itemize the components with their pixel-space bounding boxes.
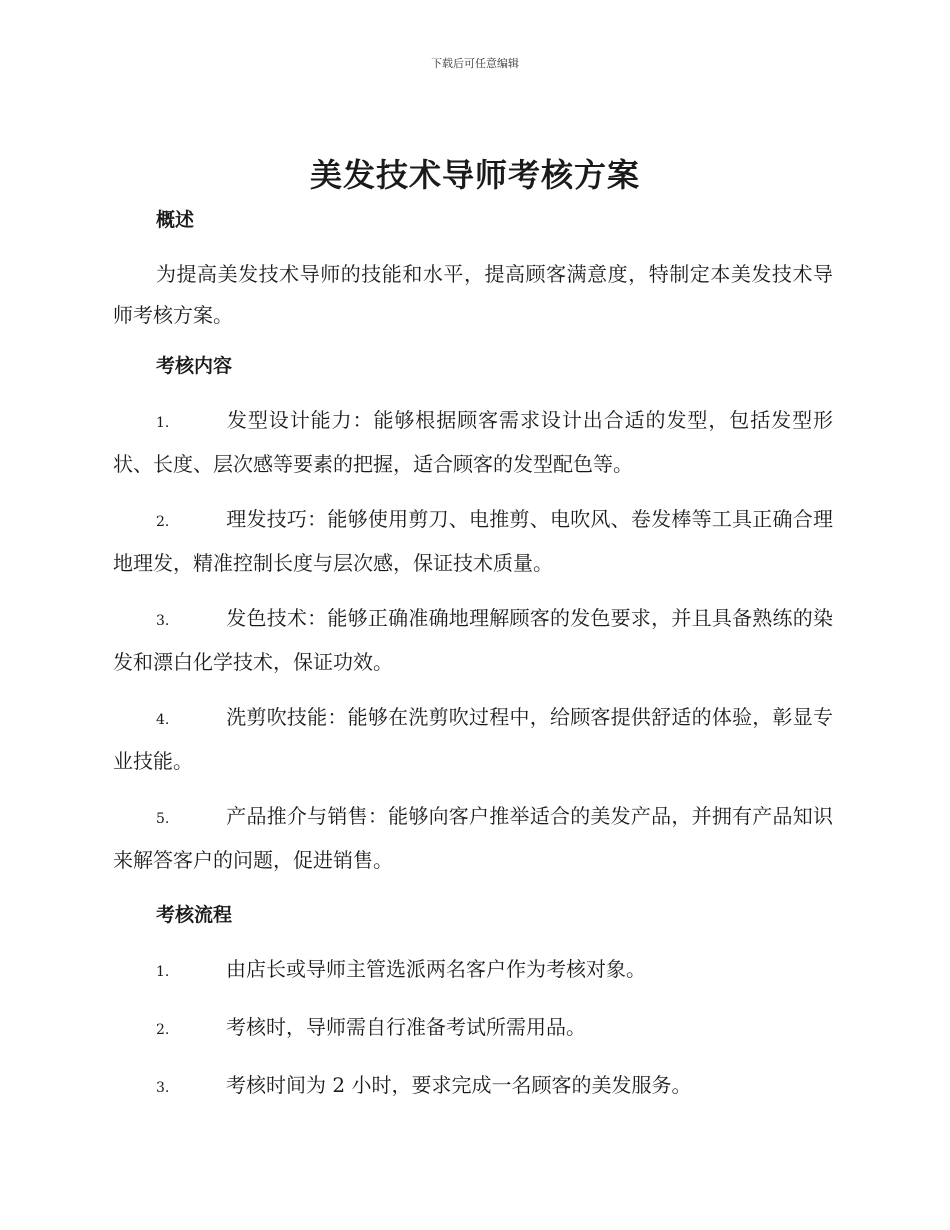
list-item-text: 考核时，导师需自行准备考试所需用品。 — [226, 1015, 586, 1039]
list-item — [113, 1007, 833, 1051]
list-item-number: 3. — [156, 1080, 170, 1096]
list-item-number: 5. — [156, 811, 170, 827]
list-item-number: 1. — [156, 964, 170, 980]
list-item-number: 2. — [156, 514, 170, 530]
list-item-text: 考核时间为 2 小时，要求完成一名顾客的美发服务。 — [226, 1073, 692, 1097]
section-heading-overview: 概述 — [156, 209, 195, 231]
document-title: 美发技术导师考核方案 — [309, 156, 640, 194]
list-item-text: 由店长或导师主管选派两名客户作为考核对象。 — [226, 957, 646, 981]
list-item — [113, 949, 833, 993]
list-item-text: 洗剪吹技能：能够在洗剪吹过程中，给顾客提供舒适的体验，彰显专业技能。 — [113, 705, 833, 773]
header-note: 下载后可任意编辑 — [431, 57, 519, 70]
list-item — [113, 796, 833, 881]
list-item-number: 4. — [156, 712, 170, 728]
list-item-text: 发型设计能力：能够根据顾客需求设计出合适的发型，包括发型形状、长度、层次感等要素的把握，适合顾客的发型配色等。 — [113, 408, 833, 476]
document-body — [113, 200, 833, 1109]
list-item — [113, 697, 833, 782]
overview-paragraph: 为提高美发技术导师的技能和水平，提高顾客满意度，特制定本美发技术导师考核方案。 — [113, 262, 833, 327]
list-item — [113, 598, 833, 683]
section-heading-content: 考核内容 — [156, 355, 233, 377]
list-item-number: 3. — [156, 613, 170, 629]
section-heading-process: 考核流程 — [156, 904, 233, 926]
list-item — [113, 400, 833, 485]
list-item — [113, 499, 833, 584]
list-item-text: 产品推介与销售：能够向客户推举适合的美发产品，并拥有产品知识来解答客户的问题，促进销售。 — [113, 804, 833, 872]
list-item-number: 1. — [156, 415, 170, 431]
list-item-text: 理发技巧：能够使用剪刀、电推剪、电吹风、卷发棒等工具正确合理地理发，精准控制长度与层次感，保证技术质量。 — [113, 507, 833, 575]
list-item-number: 2. — [156, 1022, 170, 1038]
list-item — [113, 1065, 833, 1109]
list-item-text: 发色技术：能够正确准确地理解顾客的发色要求，并且具备熟练的染发和漂白化学技术，保证功效。 — [113, 606, 833, 674]
